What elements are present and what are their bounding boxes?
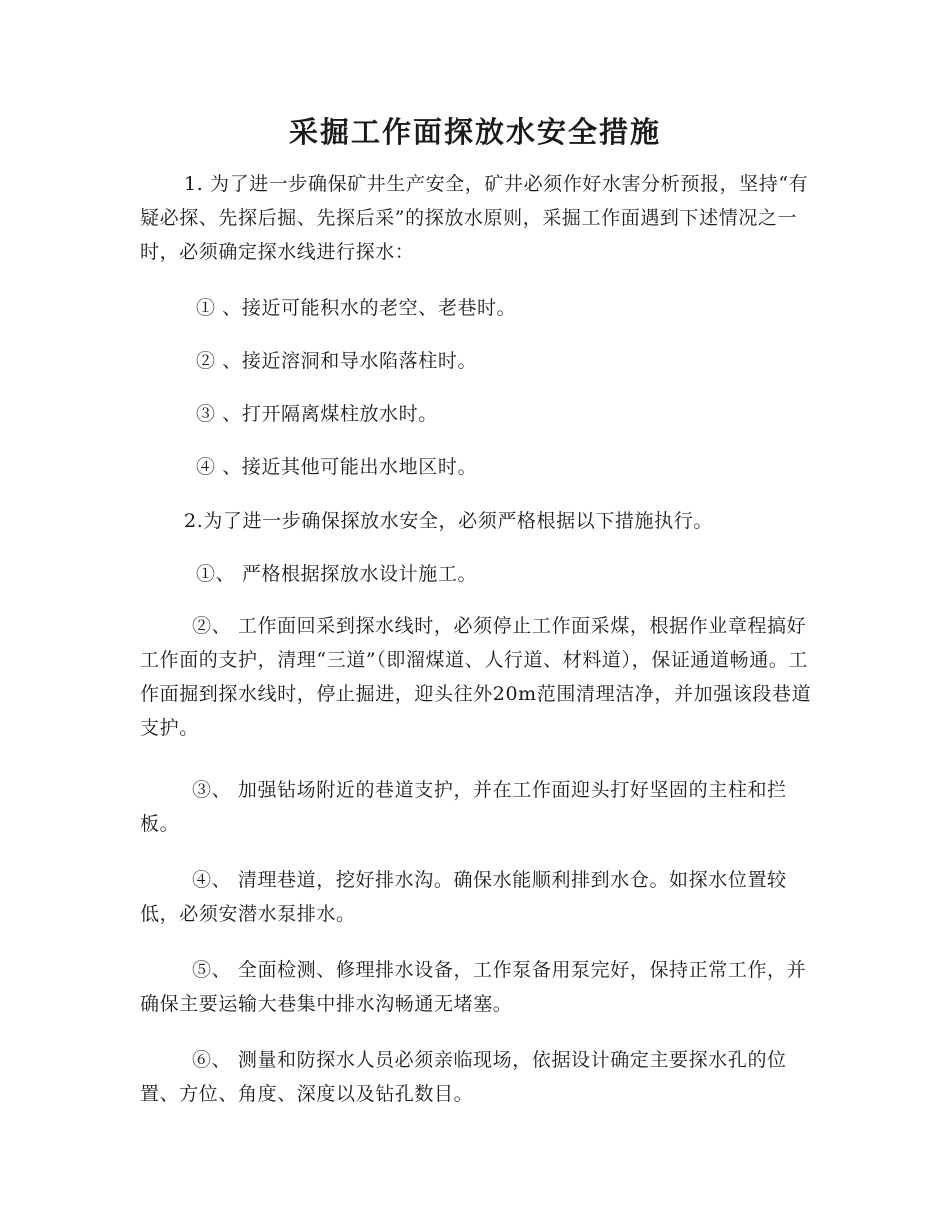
section-2-item-5: ⑤、 全面检测、修理排水设备，工作泵备用泵完好，保持正常工作，并确保主要运输大巷集中排水沟畅通无堵塞。	[140, 959, 807, 1015]
section-2-item-2: ②、 工作面回采到探水线时，必须停止工作面采煤，根据作业章程搞好工作面的支护，清理“三道”（即溜煤道、人行道、材料道），保证通道畅通。工作面掘到探水线时，停止掘进，迎头往外20m范围清理洁净，并加强该段巷道支护。	[140, 615, 812, 739]
section-1-item-4: ④ 、接近其他可能出水地区时。	[196, 456, 478, 478]
section-2-item-4: ④、 清理巷道，挖好排水沟。确保水能顺利排到水仓。如探水位置较低，必须安潜水泵排水。	[140, 869, 787, 925]
section-1-intro: 1. 为了进一步确保矿井生产安全，矿井必须作好水害分析预报，坚持“有疑必探、先探后掘、先探后采”的探放水原则，采掘工作面遇到下述情况之一时，必须确定探水线进行探水：	[140, 173, 809, 263]
section-1-item-1: ① 、接近可能积水的老空、老巷时。	[196, 297, 517, 319]
section-2-item-1: ①、 严格根据探放水设计施工。	[196, 563, 478, 585]
section-2-item-3: ③、 加强钻场附近的巷道支护，并在工作面迎头打好坚固的主柱和拦板。	[140, 779, 787, 835]
section-1-item-2: ② 、接近溶洞和导水陷落柱时。	[196, 350, 478, 372]
section-1-item-3: ③ 、打开隔离煤柱放水时。	[196, 403, 438, 425]
section-2-intro: 2.为了进一步确保探放水安全，必须严格根据以下措施执行。	[184, 510, 713, 532]
page-title: 采掘工作面探放水安全措施	[288, 115, 661, 149]
section-2-item-6: ⑥、 测量和防探水人员必须亲临现场，依据设计确定主要探水孔的位置、方位、角度、深度以及钻孔数目。	[140, 1049, 787, 1105]
